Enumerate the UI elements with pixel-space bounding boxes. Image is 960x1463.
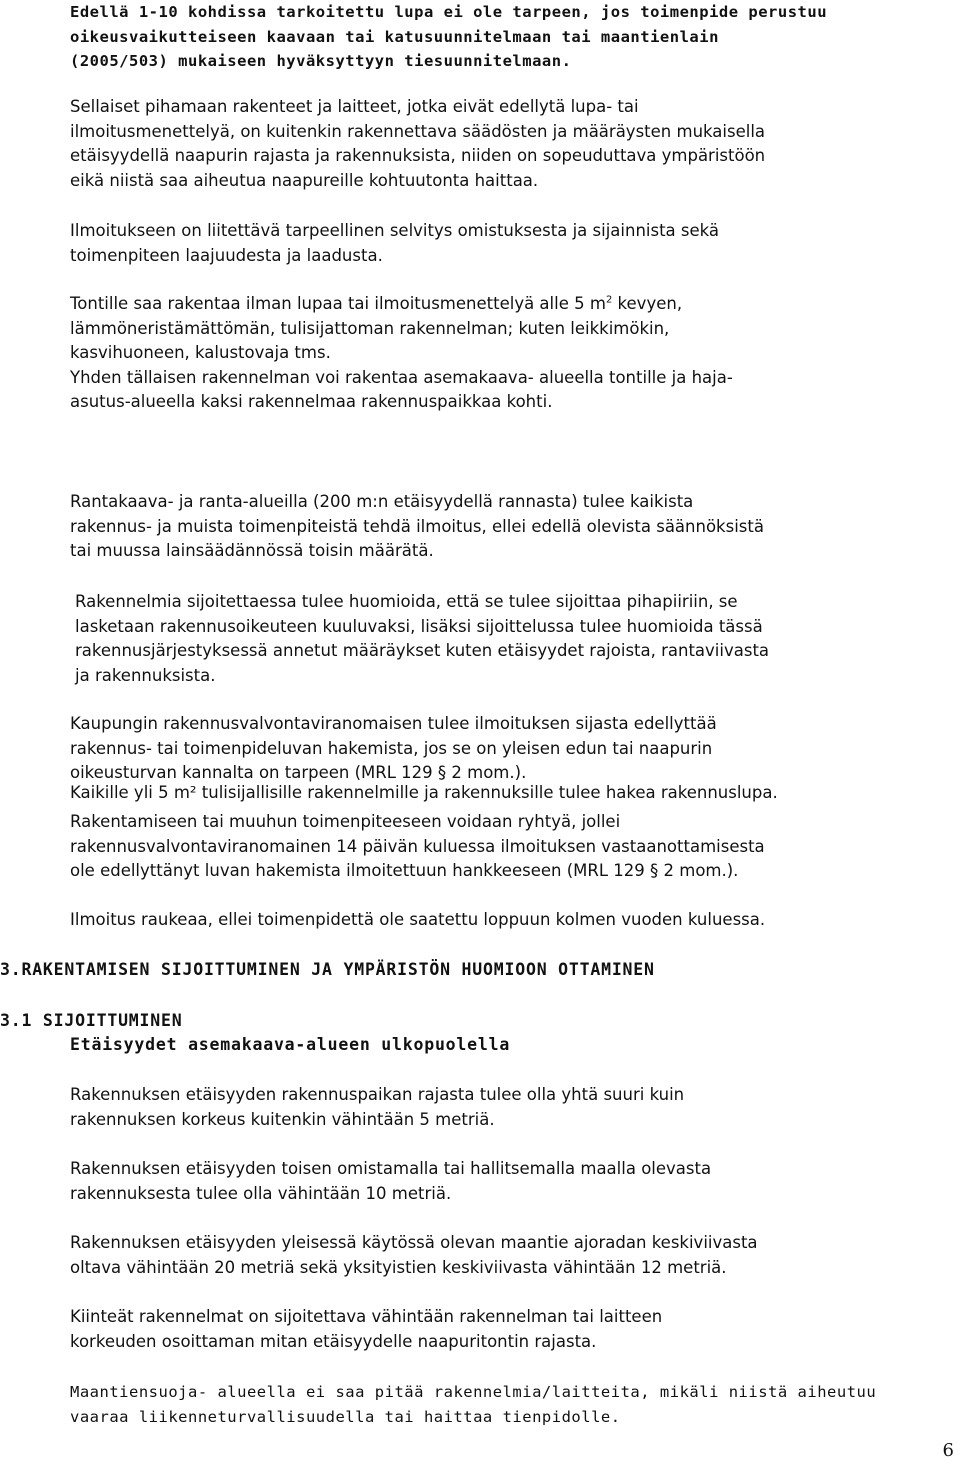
text-line: ja rakennuksista. [75,665,216,685]
text-line: ole edellyttänyt luvan hakemista ilmoitettuun hankkeeseen (MRL 129 § 2 mom.). [70,861,739,880]
text-line: Kaupungin rakennusvalvontaviranomaisen tulee ilmoituksen sijasta edellyttää [70,714,717,733]
text-line: Rakennuksen etäisyyden rakennuspaikan rajasta tulee olla yhtä suuri kuin [70,1085,685,1104]
text-line: Rakennuksen etäisyyden yleisessä käytössä olevan maantie ajoradan keskiviivasta [70,1233,758,1252]
text-line: tai muussa lainsäädännössä toisin määrätä. [70,541,434,560]
page-number: 6 [942,1440,954,1461]
text-line: etäisyydellä naapurin rajasta ja rakennuksista, niiden on sopeuduttava ympäristöön [70,146,766,165]
text-line: toimenpiteen laajuudesta ja laadusta. [70,245,383,265]
text-line: oikeusvaikutteiseen kaavaan tai katusuunnitelmaan tai maantienlain [70,27,719,46]
text-line: lämmöneristämättömän, tulisijattoman rakennelman; kuten leikkimökin, [70,318,670,338]
text-line: lasketaan rakennusoikeuteen kuuluvaksi, lisäksi sijoittelussa tulee huomioida tässä [75,616,763,636]
text-line: Rantakaava- ja ranta-alueilla (200 m:n etäisyydellä rannasta) tulee kaikista [70,492,694,511]
text-line [70,292,955,317]
paragraph-rantakaava [70,490,955,564]
text-line: (2005/503) mukaiseen hyväksyttyyn tiesuunnitelmaan. [70,52,572,70]
paragraph-pihamaan [70,95,955,193]
text-line: rakennus- ja muista toimenpiteistä tehdä ilmoitus, ellei edellä olevista säännöksistä [70,516,764,536]
paragraph-rakentamiseen [70,810,955,884]
text-line: Rakentamiseen tai muuhun toimenpiteeseen voidaan ryhtyä, jollei [70,812,621,831]
text-line: Sellaiset pihamaan rakenteet ja laitteet, jotka eivät edellytä lupa- tai [70,97,639,116]
text-line: rakennusvalvontaviranomainen 14 päivän kuluessa ilmoituksen vastaanottamisesta [70,836,765,856]
section-3-heading: 3.RAKENTAMISEN SIJOITTUMINEN JA YMPÄRISTÖN HUOMIOON OTTAMINEN [0,960,655,979]
text-line: Kiinteät rakennelmat on sijoitettava vähintään rakennelman tai laitteen [70,1307,663,1326]
paragraph-etaisyys-maantiesta [70,1231,955,1280]
tontille-text-post: kevyen, [612,294,683,313]
superscript-2: 2 [605,294,613,306]
paragraph-tontille [70,292,955,415]
text-line: eikä niistä saa aiheutua naapureille kohtuutonta haittaa. [70,170,539,190]
text-line: Kaikille yli 5 m² tulisijallisille rakennelmille ja rakennuksille tulee hakea rakennuslupa. [70,783,778,802]
text-line: vaaraa liikenneturvallisuudella tai haittaa tienpidolle. [70,1407,621,1426]
paragraph-ilmoitukseen [70,219,955,268]
text-line: kasvihuoneen, kalustovaja tms. [70,343,331,362]
text-line: korkeuden osoittaman mitan etäisyydelle naapuritontin rajasta. [70,1331,597,1351]
paragraph-raukeaa [70,908,955,933]
paragraph-maantiensuoja [70,1380,955,1429]
text-line: Maantiensuoja- alueella ei saa pitää rakennelmia/laitteita, mikäli niistä aiheutuu [70,1383,877,1401]
text-line: ilmoitusmenettelyä, on kuitenkin rakennettava säädösten ja määräysten mukaisella [70,121,766,141]
text-line: oikeusturvan kannalta on tarpeen (MRL 129 § 2 mom.). [70,763,527,782]
text-line: Edellä 1-10 kohdissa tarkoitettu lupa ei ole tarpeen, jos toimenpide perustuu [70,3,828,21]
paragraph-kiinteat-rakennelmat [70,1305,955,1354]
text-line: Ilmoitus raukeaa, ellei toimenpidettä ole saatettu loppuun kolmen vuoden kuluessa. [70,910,766,929]
paragraph-etaisyys-rajasta [70,1083,955,1132]
intro-paragraph [70,0,955,74]
paragraph-kaupungin [70,712,955,786]
section-3-1-subtitle: Etäisyydet asemakaava-alueen ulkopuolella [70,1035,511,1054]
text-line: asutus-alueella kaksi rakennelmaa rakennuspaikkaa kohti. [70,392,553,411]
text-line: Rakennelmia sijoitettaessa tulee huomioida, että se tulee sijoittaa pihapiiriin, se [75,592,738,611]
tontille-text-pre: Tontille saa rakentaa ilman lupaa tai ilmoitusmenettelyä alle 5 m [70,294,606,313]
text-line: rakennus- tai toimenpideluvan hakemista, jos se on yleisen edun tai naapurin [70,738,713,758]
text-line: rakennusjärjestyksessä annetut määräykset kuten etäisyydet rajoista, rantaviivasta [75,641,770,660]
text-line: oltava vähintään 20 metriä sekä yksityistien keskiviivasta vähintään 12 metriä. [70,1257,727,1277]
paragraph-rakennelmia [75,590,960,688]
text-line: rakennuksen korkeus kuitenkin vähintään 5 metriä. [70,1109,495,1129]
paragraph-etaisyys-rakennuksesta [70,1157,955,1206]
section-3-1-heading: 3.1 SIJOITTUMINEN [0,1011,183,1030]
text-line: Rakennuksen etäisyyden toisen omistamalla tai hallitsemalla maalla olevasta [70,1159,712,1178]
text-line: rakennuksesta tulee olla vähintään 10 metriä. [70,1183,452,1203]
text-line: Yhden tällaisen rakennelman voi rakentaa asemakaava- alueella tontille ja haja- [70,367,733,387]
text-line: Ilmoitukseen on liitettävä tarpeellinen selvitys omistuksesta ja sijainnista sekä [70,221,720,240]
